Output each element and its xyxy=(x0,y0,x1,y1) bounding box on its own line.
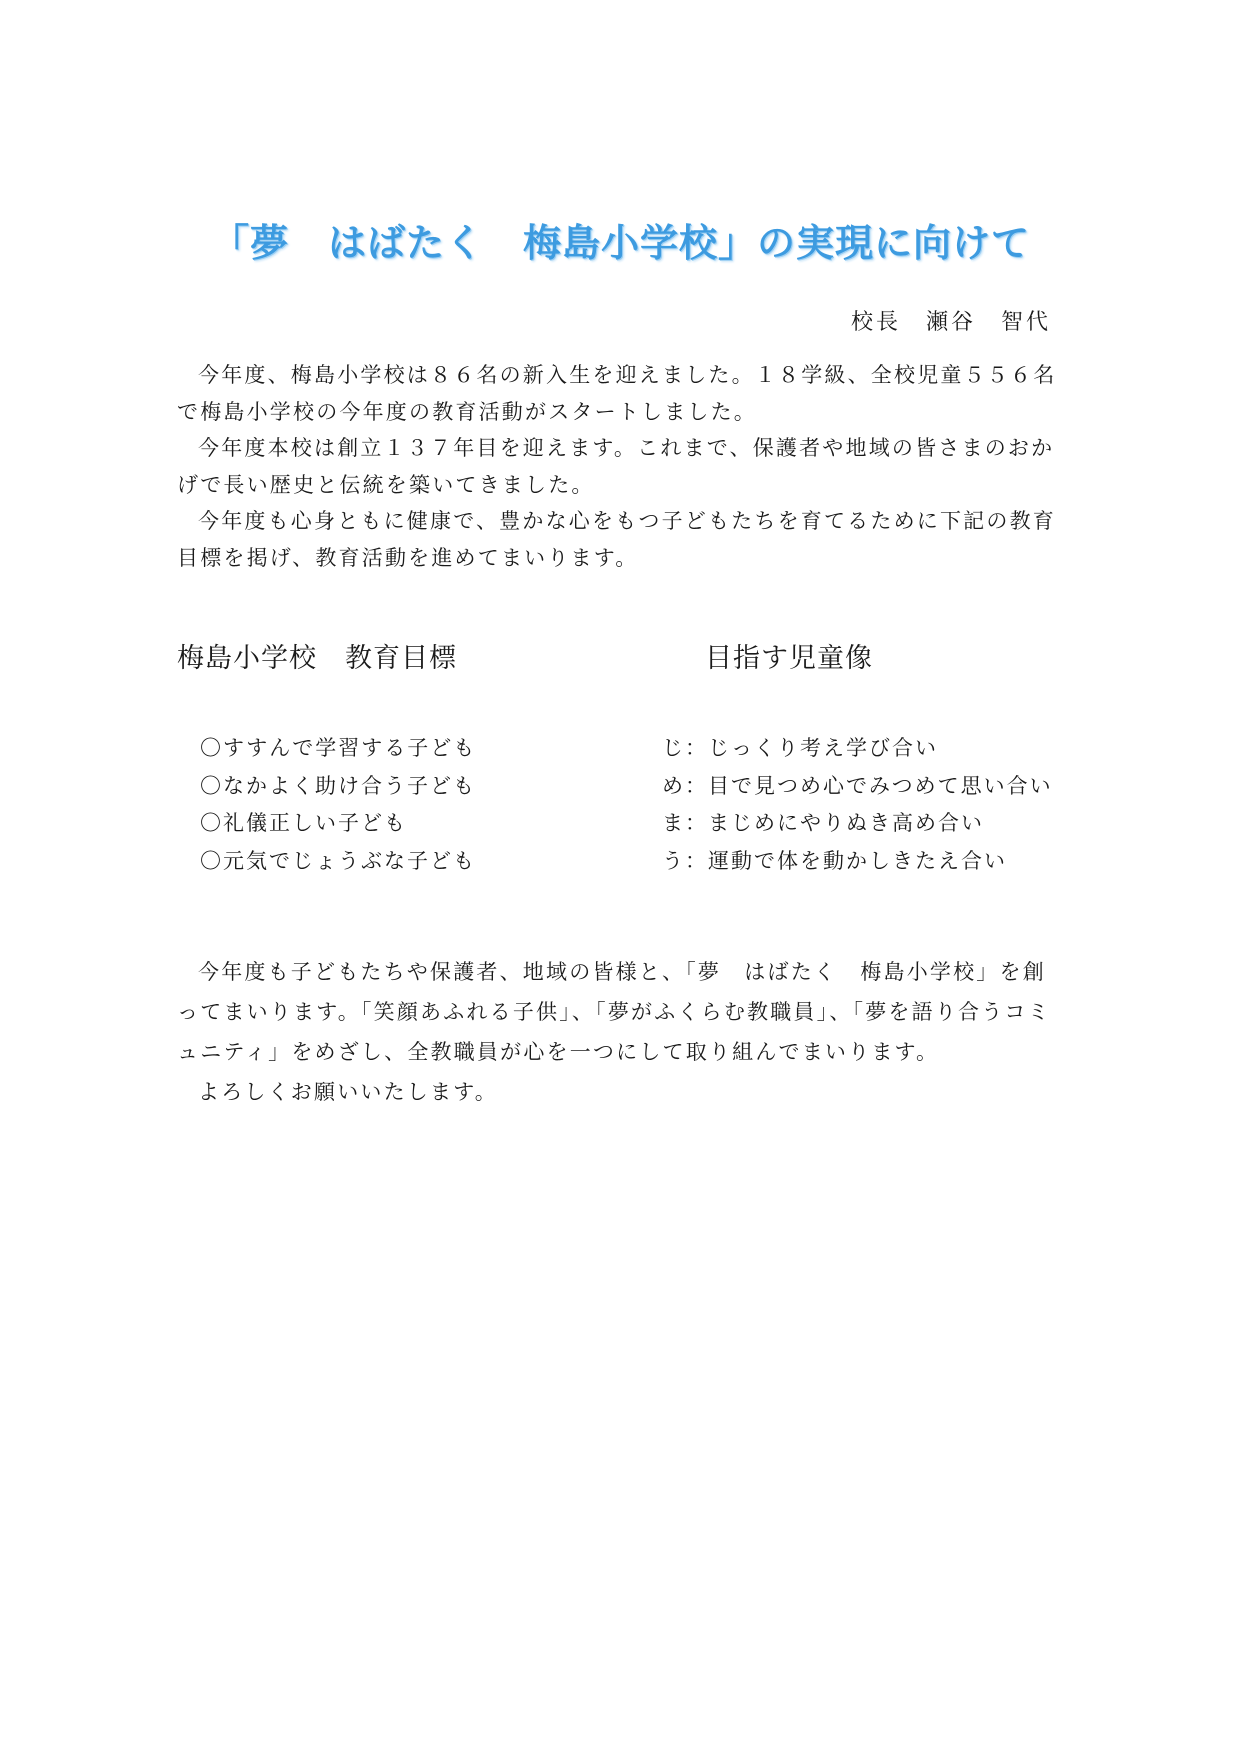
ideal-item: じ：じっくり考え学び合い xyxy=(662,736,938,760)
intro-paragraph: 今年度本校は創立１３７年目を迎えます。これまで、保護者や地域の皆さまのおかげで長い歴史と伝統を築いてきました。 xyxy=(177,436,1055,497)
ideal-item: ま：まじめにやりぬき高め合い xyxy=(662,811,984,835)
ideal-list xyxy=(662,730,1053,880)
goal-item: 〇元気でじょうぶな子ども xyxy=(200,848,476,873)
intro-paragraph: 今年度、梅島小学校は８６名の新入生を迎えました。１８学級、全校児童５５６名で梅島小学校の今年度の教育活動がスタートしました。 xyxy=(177,363,1057,424)
goal-item: 〇なかよく助け合う子ども xyxy=(200,773,476,798)
closing-paragraph: 今年度も子どもたちや保護者、地域の皆様と、「夢 はばたく 梅島小学校」を創ってまいります。「笑顔あふれる子供」、「夢がふくらむ教職員」、「夢を語り合うコミュニティ」をめざし、全教職員が心を一つにして取り組んでまいります。 xyxy=(177,960,1051,1064)
document-title: 「夢 はばたく 梅島小学校」の実現に向けて xyxy=(210,221,1030,265)
author-line: 校長 瀬谷 智代 xyxy=(850,310,1051,335)
closing-paragraph: よろしくお願いいたします。 xyxy=(198,1080,498,1104)
goal-item: 〇礼儀正しい子ども xyxy=(200,811,407,835)
goals-heading: 梅島小学校 教育目標 xyxy=(177,643,457,674)
closing-section xyxy=(177,952,1067,1112)
intro-paragraph: 今年度も心身ともに健康で、豊かな心をもつ子どもたちを育てるために下記の教育目標を掲げ、教育活動を進めてまいります。 xyxy=(177,509,1056,570)
goals-list xyxy=(200,730,476,880)
ideal-item: め：目で見つめ心でみつめて思い合い xyxy=(662,773,1053,798)
goal-item: 〇すすんで学習する子ども xyxy=(200,736,477,760)
intro-section xyxy=(177,357,1067,576)
ideal-heading: 目指す児童像 xyxy=(705,643,873,674)
ideal-item: う：運動で体を動かしきたえ合い xyxy=(662,848,1007,873)
